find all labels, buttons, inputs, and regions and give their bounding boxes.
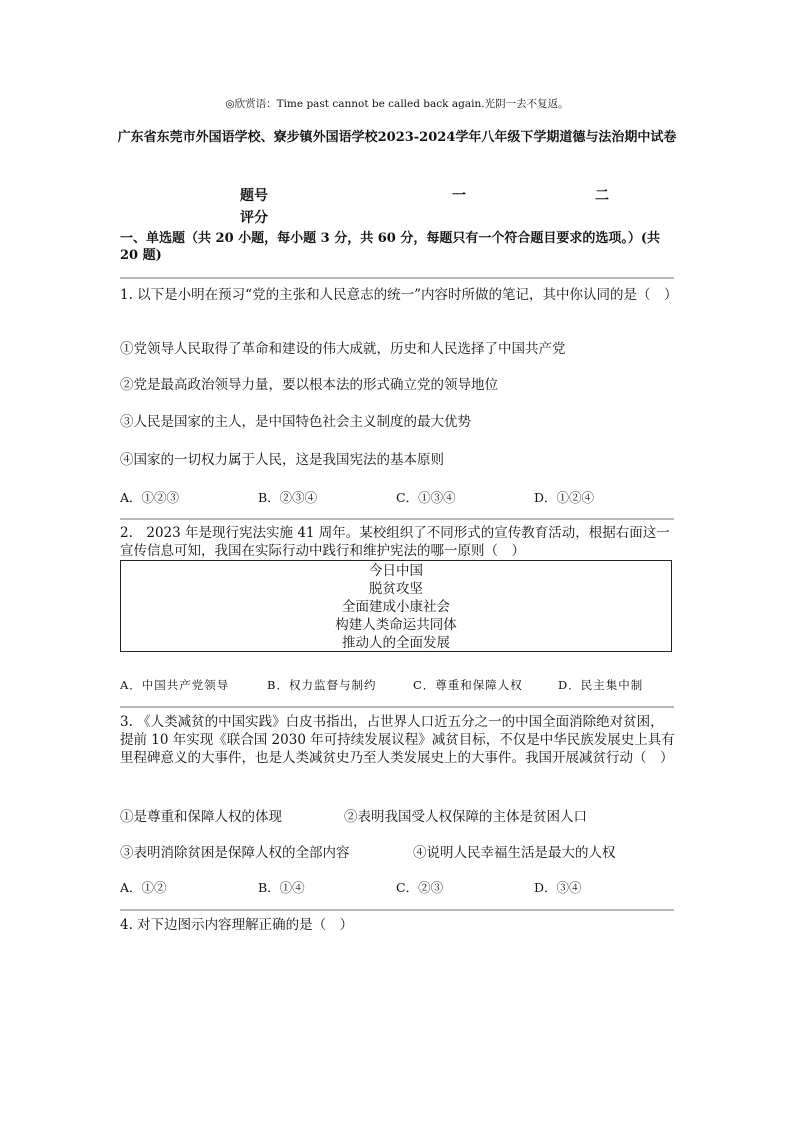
question-1-choice-c[interactable]: C．①③④ xyxy=(396,490,456,505)
score-table-col-2: 二 xyxy=(595,188,609,204)
question-3-choice-d[interactable]: D．③④ xyxy=(534,880,582,895)
divider xyxy=(120,277,674,279)
question-1-stem: 1. 以下是小明在预习“党的主张和人民意志的统一”内容时所做的笔记，其中你认同的是（ ） xyxy=(120,287,678,303)
question-3-statement: ④说明人民幸福生活是最大的人权 xyxy=(413,845,616,861)
question-3-choice-b[interactable]: B．①④ xyxy=(258,880,305,895)
exam-title: 广东省东莞市外国语学校、寮步镇外国语学校2023-2024学年八年级下学期道德与法治期中试卷 xyxy=(117,130,677,145)
question-1-statement: ④国家的一切权力属于人民，这是我国宪法的基本原则 xyxy=(120,452,444,468)
question-3-statement: ③表明消除贫困是保障人权的全部内容 xyxy=(120,845,350,861)
question-2-choice-c[interactable]: C．尊重和保障人权 xyxy=(413,678,523,692)
question-2-stem: 2. 2023 年是现行宪法实施 41 周年。某校组织了不同形式的宣传教育活动，根据右面这一宣传信息可知，我国在实际行动中践行和维护宪法的哪一原则（ ） xyxy=(120,525,670,559)
info-box-line: 全面建成小康社会 xyxy=(342,599,450,615)
score-table-label-number: 题号 xyxy=(240,188,268,204)
question-2-choice-a[interactable]: A．中国共产党领导 xyxy=(120,678,230,692)
question-3-choice-a[interactable]: A．①② xyxy=(120,880,167,895)
question-3-statement: ①是尊重和保障人权的体现 xyxy=(120,809,282,825)
question-1-choice-a[interactable]: A．①②③ xyxy=(120,490,180,505)
score-table-label-score: 评分 xyxy=(240,210,268,226)
question-2-info-box xyxy=(120,560,672,652)
divider xyxy=(120,909,674,911)
divider xyxy=(120,706,674,708)
section-heading: 一、单选题（共 20 小题，每小题 3 分，共 60 分，每题只有一个符合题目要求的选项。）(共 20 题) xyxy=(120,231,661,263)
question-1-statement: ②党是最高政治领导力量，要以根本法的形式确立党的领导地位 xyxy=(120,377,498,393)
question-3-statement: ②表明我国受人权保障的主体是贫困人口 xyxy=(344,809,587,825)
info-box-line: 今日中国 xyxy=(369,563,423,579)
question-3-choice-c[interactable]: C．②③ xyxy=(396,880,444,895)
question-3-stem: 3. 《人类减贫的中国实践》白皮书指出，占世界人口近五分之一的中国全面消除绝对贫困，提前 10 年实现《联合国 2030 年可持续发展议程》减贫目标，不仅是中华民族发展史上具有里程碑意义的大事件，也是人类减贫史乃至人类发展史上的大事件。我国开展减贫行动（ ） xyxy=(120,714,675,766)
info-box-line: 推动人的全面发展 xyxy=(342,635,450,651)
question-1-statement: ③人民是国家的主人，是中国特色社会主义制度的最大优势 xyxy=(120,414,471,430)
question-1-statement: ①党领导人民取得了革命和建设的伟大成就，历史和人民选择了中国共产党 xyxy=(120,341,566,357)
score-table-col-1: 一 xyxy=(452,188,466,204)
info-box-line: 脱贫攻坚 xyxy=(369,581,423,597)
question-1-choice-d[interactable]: D．①②④ xyxy=(534,490,595,505)
question-2-choice-b[interactable]: B．权力监督与制约 xyxy=(267,678,377,692)
question-2-choice-d[interactable]: D．民主集中制 xyxy=(558,678,644,692)
header-note: ◎欣赏语：Time past cannot be called back again.光阴一去不复返。 xyxy=(225,98,569,110)
divider xyxy=(120,518,674,520)
info-box-line: 构建人类命运共同体 xyxy=(335,617,457,633)
question-4-stem: 4. 对下边图示内容理解正确的是（ ） xyxy=(120,917,354,933)
question-1-choice-b[interactable]: B．②③④ xyxy=(258,490,318,505)
